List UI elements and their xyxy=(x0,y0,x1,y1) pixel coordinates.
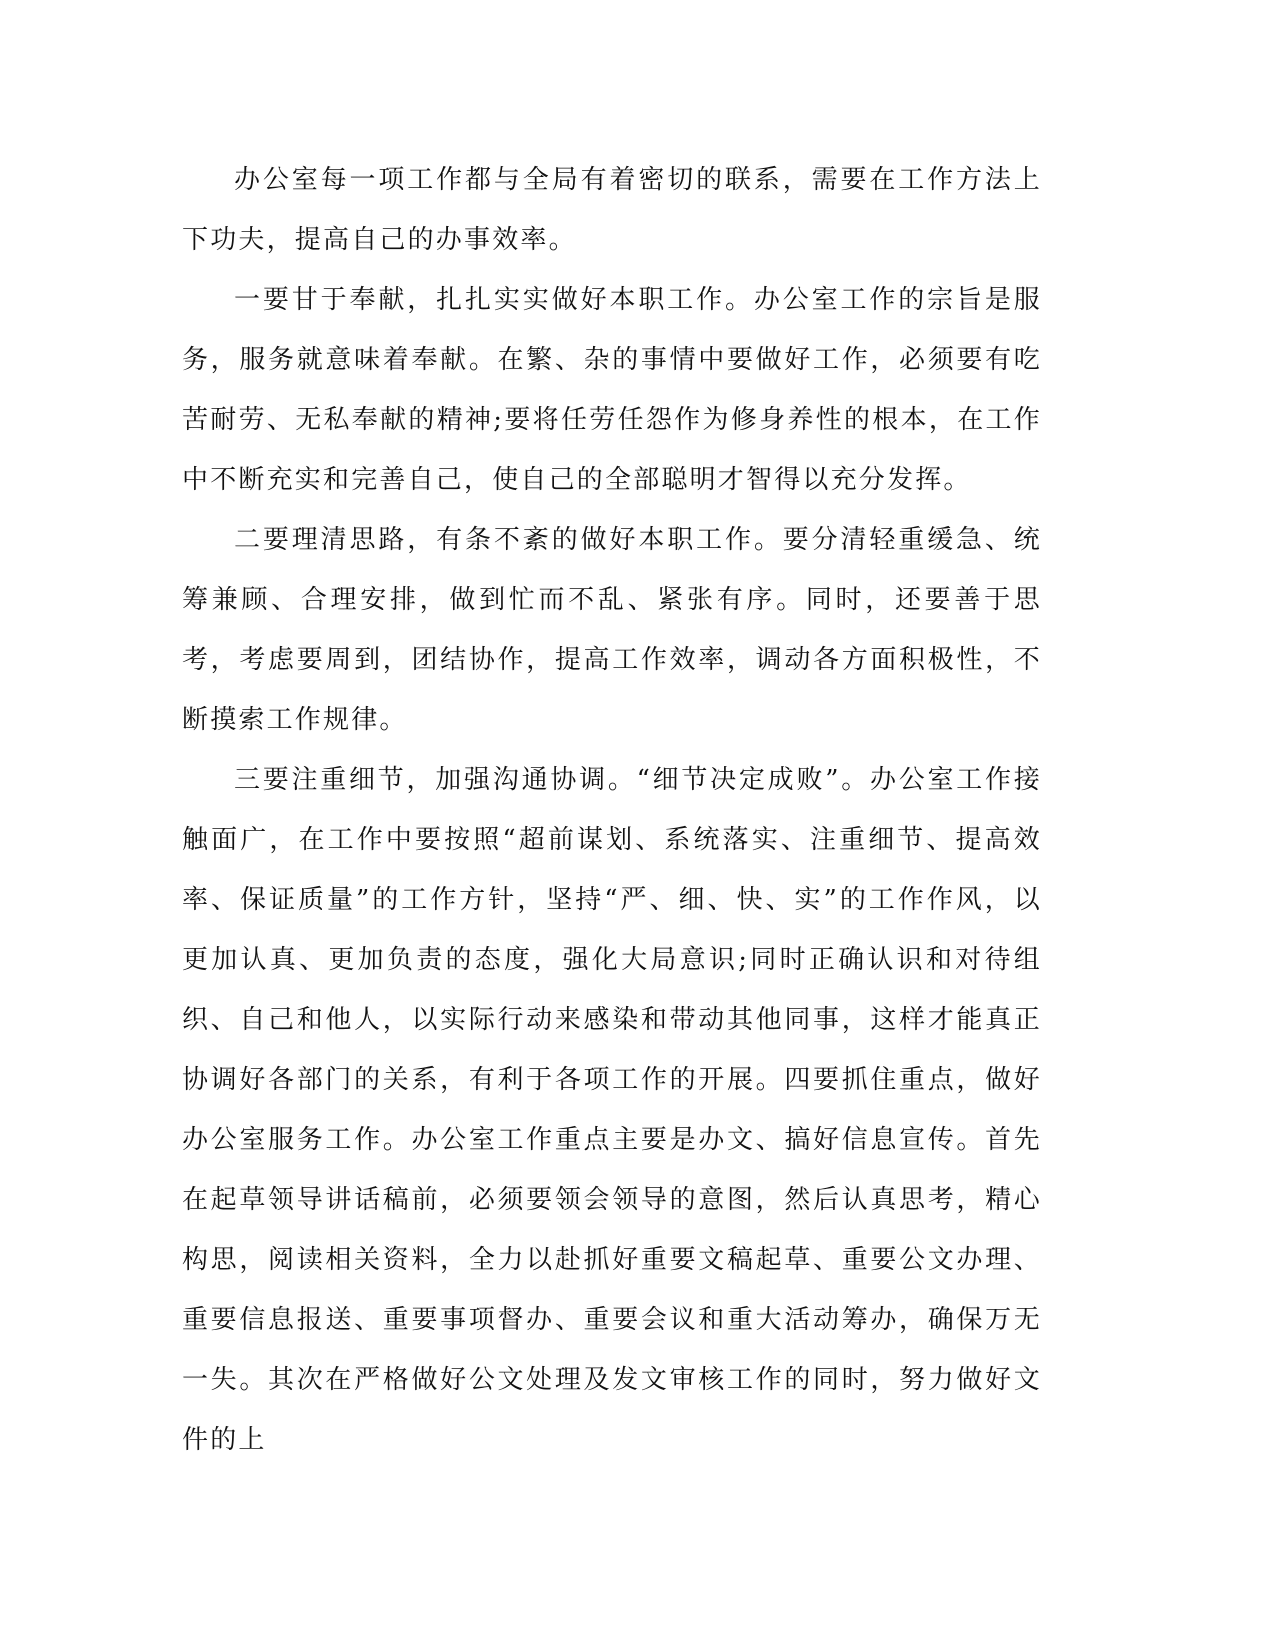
paragraph-intro: 办公室每一项工作都与全局有着密切的联系，需要在工作方法上下功夫，提高自己的办事效率。 xyxy=(182,165,1042,255)
paragraph-details: 三要注重细节，加强沟通协调。“细节决定成败”。办公室工作接触面广，在工作中要按照“超前谋划、系统落实、注重细节、提高效率、保证质量”的工作方针，坚持“严、细、快、实”的工作作风，以更加认真、更加负责的态度，强化大局意识;同时正确认识和对待组织、自己和他人，以实际行动来感染和带动其他同事，这样才能真正协调好各部门的关系，有利于各项工作的开展。四要抓住重点，做好办公室服务工作。办公室工作重点主要是办文、搞好信息宣传。首先在起草领导讲话稿前，必须要领会领导的意图，然后认真思考，精心构思，阅读相关资料，全力以赴抓好重要文稿起草、重要公文办理、重要信息报送、重要事项督办、重要会议和重大活动筹办，确保万无一失。其次在严格做好公文处理及发文审核工作的同时，努力做好文件的上 xyxy=(182,765,1042,1455)
paragraph-organization: 二要理清思路，有条不紊的做好本职工作。要分清轻重缓急、统筹兼顾、合理安排，做到忙而不乱、紧张有序。同时，还要善于思考，考虑要周到，团结协作，提高工作效率，调动各方面积极性，不断摸索工作规律。 xyxy=(182,525,1042,735)
document-page xyxy=(182,150,1042,1470)
paragraph-dedication: 一要甘于奉献，扎扎实实做好本职工作。办公室工作的宗旨是服务，服务就意味着奉献。在繁、杂的事情中要做好工作，必须要有吃苦耐劳、无私奉献的精神;要将任劳任怨作为修身养性的根本，在工作中不断充实和完善自己，使自己的全部聪明才智得以充分发挥。 xyxy=(182,285,1042,495)
